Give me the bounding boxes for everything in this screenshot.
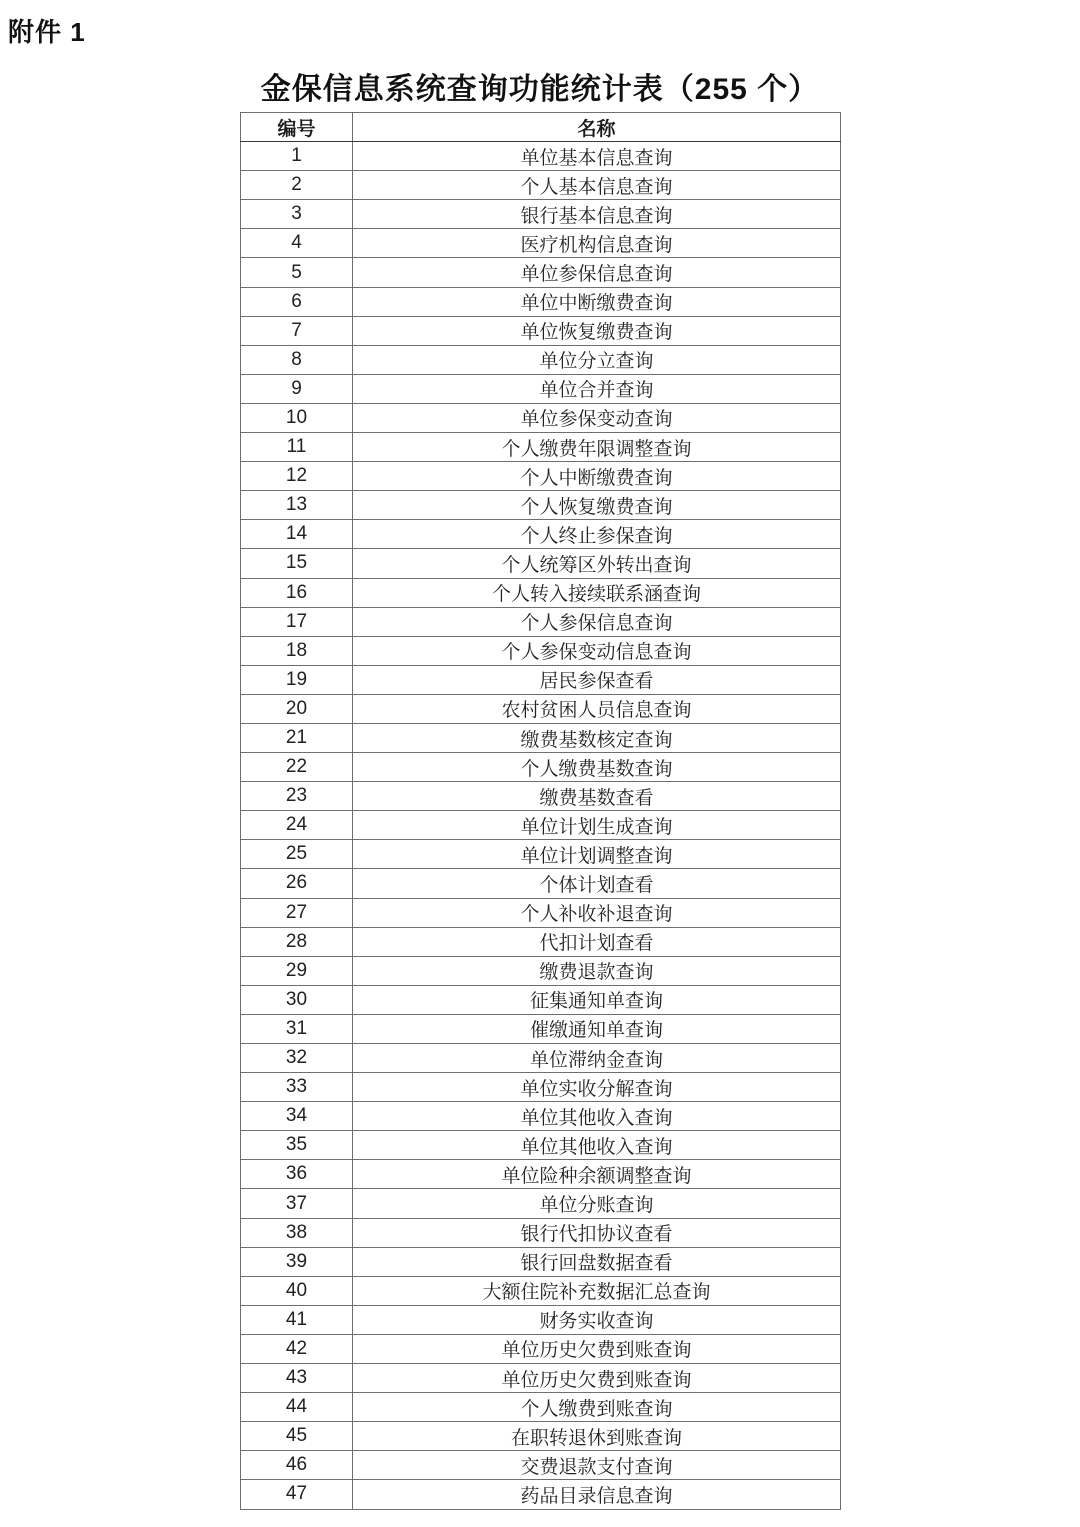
row-name: 单位分账查询 bbox=[353, 1189, 841, 1218]
table-row bbox=[241, 1218, 841, 1247]
row-name: 单位险种余额调整查询 bbox=[353, 1160, 841, 1189]
table-row bbox=[241, 345, 841, 374]
table-row bbox=[241, 1364, 841, 1393]
row-name: 单位恢复缴费查询 bbox=[353, 316, 841, 345]
table-row bbox=[241, 927, 841, 956]
row-name: 医疗机构信息查询 bbox=[353, 229, 841, 258]
row-name: 在职转退休到账查询 bbox=[353, 1422, 841, 1451]
row-number: 17 bbox=[241, 607, 353, 636]
row-number: 24 bbox=[241, 811, 353, 840]
row-name: 单位滞纳金查询 bbox=[353, 1044, 841, 1073]
row-name: 银行回盘数据查看 bbox=[353, 1247, 841, 1276]
table-row bbox=[241, 142, 841, 171]
row-number: 3 bbox=[241, 200, 353, 229]
row-number: 33 bbox=[241, 1073, 353, 1102]
row-number: 10 bbox=[241, 403, 353, 432]
table-row bbox=[241, 171, 841, 200]
row-number: 7 bbox=[241, 316, 353, 345]
column-header-id: 编号 bbox=[241, 113, 353, 142]
row-name: 单位计划调整查询 bbox=[353, 840, 841, 869]
row-number: 22 bbox=[241, 753, 353, 782]
row-number: 39 bbox=[241, 1247, 353, 1276]
table-row bbox=[241, 782, 841, 811]
row-name: 个人中断缴费查询 bbox=[353, 462, 841, 491]
table-row bbox=[241, 723, 841, 752]
row-number: 31 bbox=[241, 1014, 353, 1043]
row-name: 个人缴费到账查询 bbox=[353, 1393, 841, 1422]
row-number: 28 bbox=[241, 927, 353, 956]
table-row bbox=[241, 578, 841, 607]
table-row bbox=[241, 1044, 841, 1073]
table-row bbox=[241, 694, 841, 723]
row-number: 41 bbox=[241, 1305, 353, 1334]
table-row bbox=[241, 403, 841, 432]
row-name: 单位基本信息查询 bbox=[353, 142, 841, 171]
row-number: 12 bbox=[241, 462, 353, 491]
table-header-row bbox=[241, 113, 841, 142]
row-name: 个体计划查看 bbox=[353, 869, 841, 898]
row-name: 单位分立查询 bbox=[353, 345, 841, 374]
table-row bbox=[241, 1334, 841, 1363]
table-row bbox=[241, 1160, 841, 1189]
row-number: 38 bbox=[241, 1218, 353, 1247]
table-row bbox=[241, 1247, 841, 1276]
row-name: 个人转入接续联系涵查询 bbox=[353, 578, 841, 607]
table-row bbox=[241, 462, 841, 491]
row-name: 大额住院补充数据汇总查询 bbox=[353, 1276, 841, 1305]
table-row bbox=[241, 1189, 841, 1218]
row-number: 47 bbox=[241, 1480, 353, 1509]
row-number: 1 bbox=[241, 142, 353, 171]
row-name: 银行代扣协议查看 bbox=[353, 1218, 841, 1247]
row-number: 43 bbox=[241, 1364, 353, 1393]
table-row bbox=[241, 258, 841, 287]
row-name: 农村贫困人员信息查询 bbox=[353, 694, 841, 723]
table-row bbox=[241, 1305, 841, 1334]
table-row bbox=[241, 840, 841, 869]
table-body bbox=[241, 142, 841, 1509]
table-row bbox=[241, 491, 841, 520]
row-number: 36 bbox=[241, 1160, 353, 1189]
table-row bbox=[241, 1480, 841, 1509]
row-number: 5 bbox=[241, 258, 353, 287]
row-number: 6 bbox=[241, 287, 353, 316]
table-row bbox=[241, 287, 841, 316]
query-functions-table bbox=[240, 112, 841, 1510]
row-number: 34 bbox=[241, 1102, 353, 1131]
table-row bbox=[241, 665, 841, 694]
row-name: 催缴通知单查询 bbox=[353, 1014, 841, 1043]
table-row bbox=[241, 200, 841, 229]
row-number: 16 bbox=[241, 578, 353, 607]
row-name: 个人恢复缴费查询 bbox=[353, 491, 841, 520]
row-name: 财务实收查询 bbox=[353, 1305, 841, 1334]
row-number: 21 bbox=[241, 723, 353, 752]
row-number: 9 bbox=[241, 374, 353, 403]
row-number: 27 bbox=[241, 898, 353, 927]
page-title: 金保信息系统查询功能统计表（255 个） bbox=[260, 73, 820, 106]
row-name: 个人参保信息查询 bbox=[353, 607, 841, 636]
row-number: 46 bbox=[241, 1451, 353, 1480]
row-number: 11 bbox=[241, 433, 353, 462]
row-name: 单位历史欠费到账查询 bbox=[353, 1364, 841, 1393]
row-number: 13 bbox=[241, 491, 353, 520]
row-name: 个人统筹区外转出查询 bbox=[353, 549, 841, 578]
row-name: 药品目录信息查询 bbox=[353, 1480, 841, 1509]
row-number: 14 bbox=[241, 520, 353, 549]
row-name: 个人缴费基数查询 bbox=[353, 753, 841, 782]
row-number: 19 bbox=[241, 665, 353, 694]
table-row bbox=[241, 607, 841, 636]
row-name: 单位实收分解查询 bbox=[353, 1073, 841, 1102]
row-number: 40 bbox=[241, 1276, 353, 1305]
table-row bbox=[241, 636, 841, 665]
attachment-label: 附件 1 bbox=[8, 17, 86, 47]
row-name: 个人缴费年限调整查询 bbox=[353, 433, 841, 462]
row-name: 单位计划生成查询 bbox=[353, 811, 841, 840]
row-name: 单位参保信息查询 bbox=[353, 258, 841, 287]
row-number: 44 bbox=[241, 1393, 353, 1422]
column-header-name: 名称 bbox=[353, 113, 841, 142]
row-number: 45 bbox=[241, 1422, 353, 1451]
row-number: 2 bbox=[241, 171, 353, 200]
row-number: 35 bbox=[241, 1131, 353, 1160]
table-row bbox=[241, 1102, 841, 1131]
table-row bbox=[241, 1276, 841, 1305]
row-name: 个人终止参保查询 bbox=[353, 520, 841, 549]
row-name: 个人基本信息查询 bbox=[353, 171, 841, 200]
table-row bbox=[241, 753, 841, 782]
table-row bbox=[241, 1014, 841, 1043]
row-name: 缴费基数核定查询 bbox=[353, 723, 841, 752]
row-number: 8 bbox=[241, 345, 353, 374]
row-number: 30 bbox=[241, 985, 353, 1014]
row-number: 20 bbox=[241, 694, 353, 723]
table-row bbox=[241, 374, 841, 403]
row-name: 征集通知单查询 bbox=[353, 985, 841, 1014]
row-name: 单位其他收入查询 bbox=[353, 1131, 841, 1160]
row-name: 单位中断缴费查询 bbox=[353, 287, 841, 316]
row-name: 缴费退款查询 bbox=[353, 956, 841, 985]
row-name: 居民参保查看 bbox=[353, 665, 841, 694]
row-number: 15 bbox=[241, 549, 353, 578]
table-row bbox=[241, 1451, 841, 1480]
table-row bbox=[241, 1073, 841, 1102]
table-row bbox=[241, 229, 841, 258]
row-name: 单位参保变动查询 bbox=[353, 403, 841, 432]
table-row bbox=[241, 1393, 841, 1422]
table-row bbox=[241, 811, 841, 840]
table-row bbox=[241, 1131, 841, 1160]
row-number: 18 bbox=[241, 636, 353, 665]
row-number: 37 bbox=[241, 1189, 353, 1218]
row-number: 23 bbox=[241, 782, 353, 811]
row-name: 银行基本信息查询 bbox=[353, 200, 841, 229]
row-number: 42 bbox=[241, 1334, 353, 1363]
table-row bbox=[241, 520, 841, 549]
table-row bbox=[241, 985, 841, 1014]
table-row bbox=[241, 898, 841, 927]
row-name: 缴费基数查看 bbox=[353, 782, 841, 811]
row-number: 32 bbox=[241, 1044, 353, 1073]
table-row bbox=[241, 316, 841, 345]
table-row bbox=[241, 549, 841, 578]
table-row bbox=[241, 433, 841, 462]
table-row bbox=[241, 956, 841, 985]
row-name: 单位其他收入查询 bbox=[353, 1102, 841, 1131]
row-number: 26 bbox=[241, 869, 353, 898]
row-name: 代扣计划查看 bbox=[353, 927, 841, 956]
table-row bbox=[241, 1422, 841, 1451]
row-number: 29 bbox=[241, 956, 353, 985]
table-row bbox=[241, 869, 841, 898]
row-name: 单位历史欠费到账查询 bbox=[353, 1334, 841, 1363]
row-name: 交费退款支付查询 bbox=[353, 1451, 841, 1480]
row-name: 个人参保变动信息查询 bbox=[353, 636, 841, 665]
row-name: 个人补收补退查询 bbox=[353, 898, 841, 927]
row-name: 单位合并查询 bbox=[353, 374, 841, 403]
row-number: 25 bbox=[241, 840, 353, 869]
row-number: 4 bbox=[241, 229, 353, 258]
